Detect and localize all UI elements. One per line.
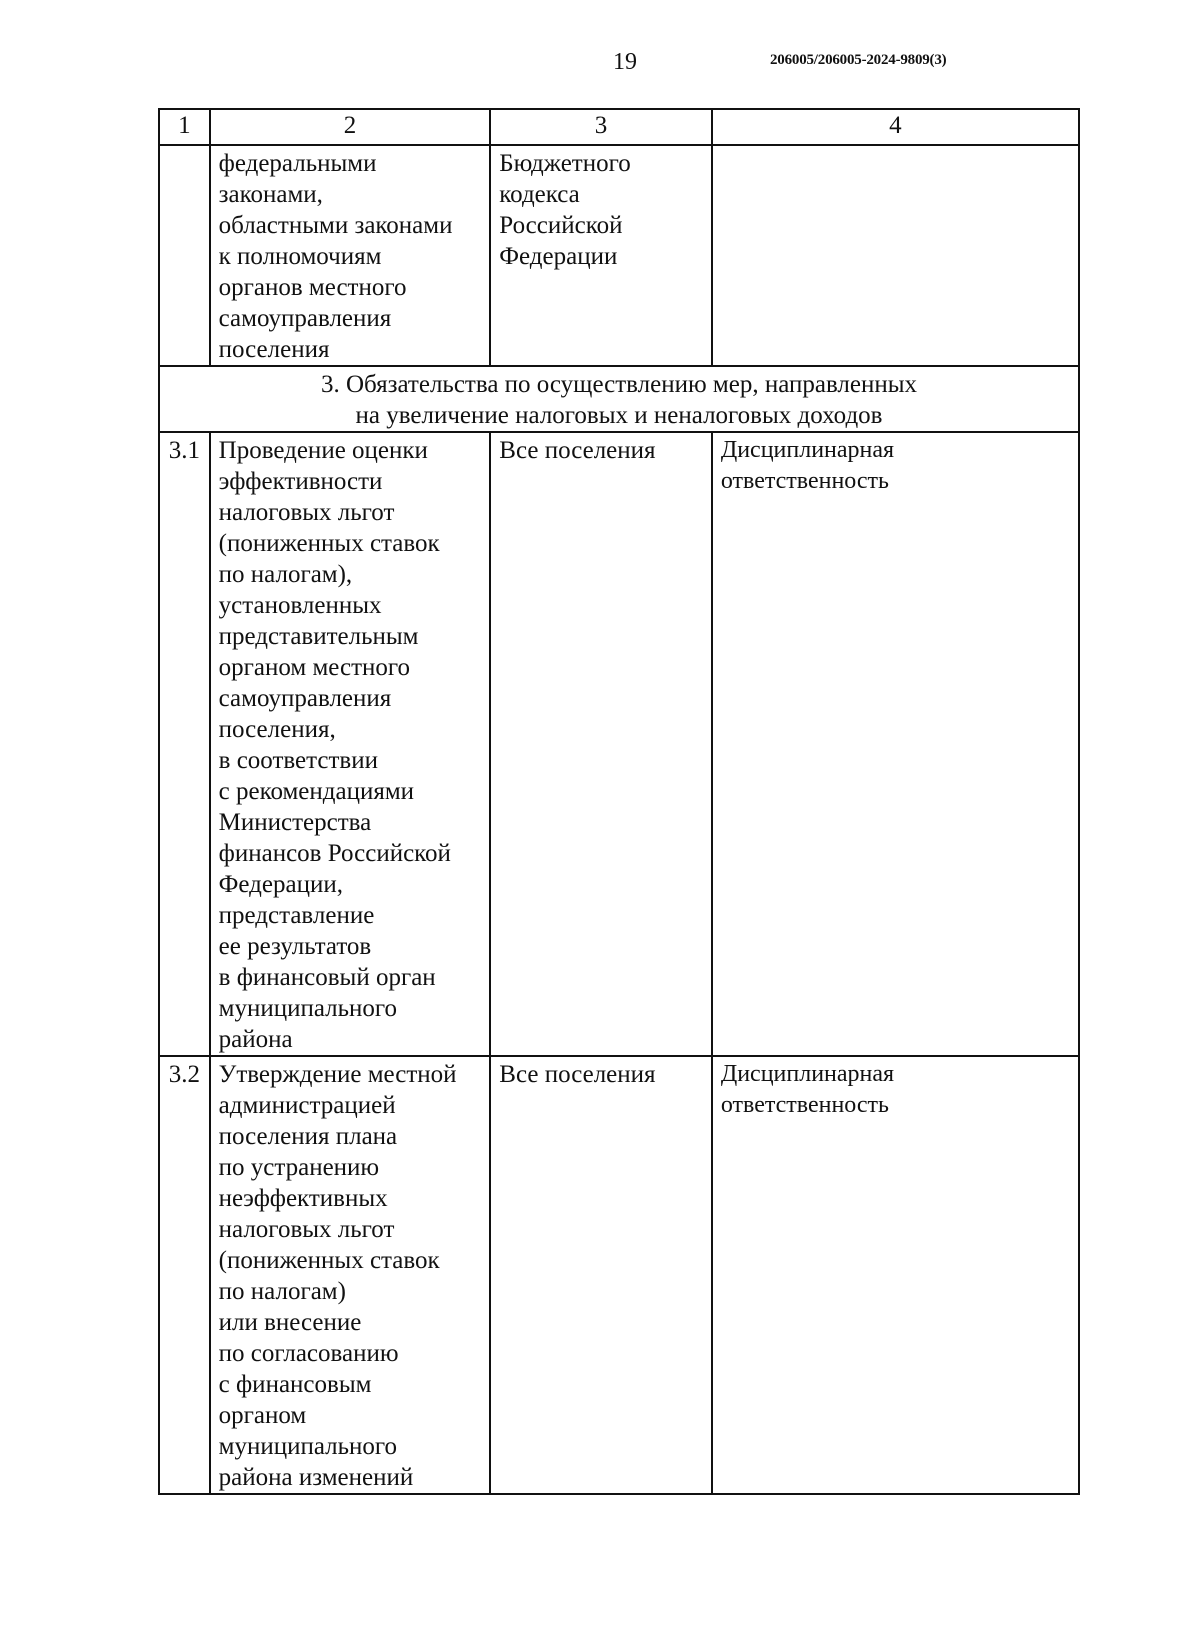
column-number-2: 2 bbox=[210, 109, 491, 145]
obligations-table bbox=[158, 108, 1080, 1495]
section-3-title: 3. Обязательства по осуществлению мер, направленных на увеличение налоговых и неналоговых доходов bbox=[159, 366, 1079, 432]
table-row bbox=[159, 432, 1079, 1056]
continuation-row bbox=[159, 145, 1079, 366]
obligation-scope: Все поселения bbox=[490, 1056, 712, 1494]
document-id: 206005/206005-2024-9809(3) bbox=[770, 52, 947, 68]
obligation-scope: Все поселения bbox=[490, 432, 712, 1056]
obligation-description: федеральными законами, областными законами к полномочиям органов местного самоуправления поселения bbox=[210, 145, 491, 366]
column-number-4: 4 bbox=[712, 109, 1079, 145]
obligation-description: Проведение оценки эффективности налоговых льгот (пониженных ставок по налогам), установленных представительным органом местного самоуправления поселения, в соответствии с рекомендациями Министерства финансов Российской Федерации, представление ее результатов в финансовый орган муниципального района bbox=[210, 432, 491, 1056]
column-number-1: 1 bbox=[159, 109, 210, 145]
row-number bbox=[159, 145, 210, 366]
column-number-row bbox=[159, 109, 1079, 145]
table-row bbox=[159, 1056, 1079, 1494]
obligation-liability: Дисциплинарная ответственность bbox=[712, 432, 1079, 1056]
section-header-row bbox=[159, 366, 1079, 432]
column-number-3: 3 bbox=[490, 109, 712, 145]
obligation-liability: Дисциплинарная ответственность bbox=[712, 1056, 1079, 1494]
obligation-description: Утверждение местной администрацией поселения плана по устранению неэффективных налоговых льгот (пониженных ставок по налогам) или внесение по согласованию с финансовым органом муниципального района изменений bbox=[210, 1056, 491, 1494]
page-number: 19 bbox=[613, 49, 637, 75]
row-number: 3.1 bbox=[159, 432, 210, 1056]
obligation-liability bbox=[712, 145, 1079, 366]
row-number: 3.2 bbox=[159, 1056, 210, 1494]
obligation-scope: Бюджетного кодекса Российской Федерации bbox=[490, 145, 712, 366]
